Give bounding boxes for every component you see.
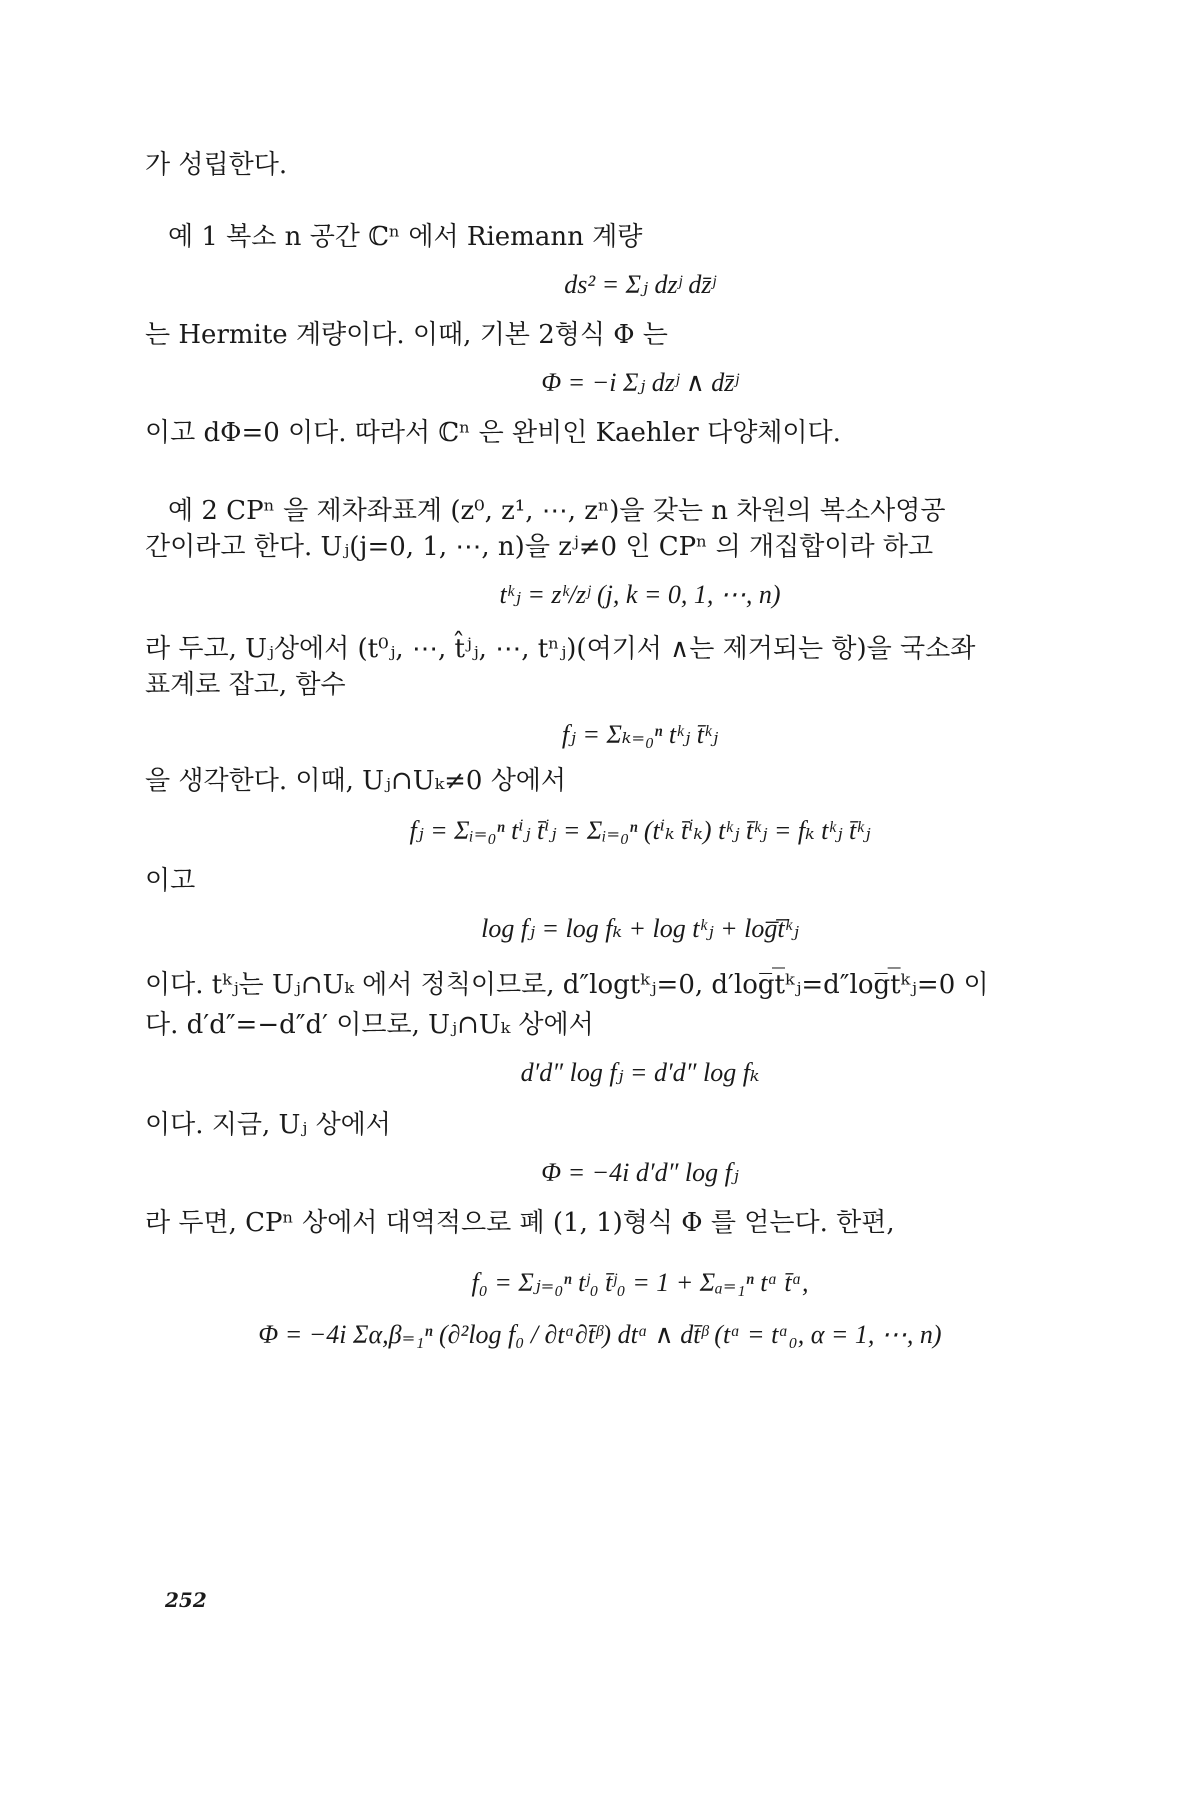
text-line: 이고 xyxy=(145,866,196,896)
equation-function-fj: fⱼ = Σₖ₌₀ⁿ tᵏⱼ t̄ᵏⱼ xyxy=(561,720,719,749)
equation-transition: fⱼ = Σᵢ₌₀ⁿ tⁱⱼ t̄ⁱⱼ = Σᵢ₌₀ⁿ (tⁱₖ t̄ⁱₖ) tᵏⱼ t̄ᵏⱼ = fₖ tᵏⱼ t̄ᵏⱼ xyxy=(409,816,871,845)
equation-phi-coordinates: Φ = −4i Σα,β₌₁ⁿ (∂²log f₀ / ∂tᵅ∂t̄ᵝ) dtᵅ ∧ dt̄ᵝ (tᵅ = tᵅ₀, α = 1, ⋯, n) xyxy=(258,1320,942,1349)
text-line: 는 Hermite 계량이다. 이때, 기본 2형식 Φ 는 xyxy=(145,320,668,350)
example-1-heading: 예 1 복소 n 공간 ℂⁿ 에서 Riemann 계량 xyxy=(168,222,643,252)
equation-f0: f₀ = Σⱼ₌₀ⁿ tʲ₀ t̄ʲ₀ = 1 + Σₐ₌₁ⁿ tᵅ t̄ᵅ, xyxy=(471,1268,809,1297)
text-line: 라 두면, CPⁿ 상에서 대역적으로 폐 (1, 1)형식 Φ 를 얻는다. 한편, xyxy=(145,1208,895,1238)
text-line: 라 두고, Uⱼ상에서 (t⁰ⱼ, ⋯, t̂ʲⱼ, ⋯, tⁿⱼ)(여기서 ∧는 제거되는 항)을 국소좌 xyxy=(145,634,976,664)
text-line: 표계로 잡고, 함수 xyxy=(145,670,346,700)
text-line: 이다. 지금, Uⱼ 상에서 xyxy=(145,1110,391,1140)
text-line: 이고 dΦ=0 이다. 따라서 ℂⁿ 은 완비인 Kaehler 다양체이다. xyxy=(145,418,841,448)
text-line: 이다. tᵏⱼ는 Uⱼ∩Uₖ 에서 정칙이므로, d″logtᵏⱼ=0, d′log̅t̅ᵏⱼ=d″log̅t̅ᵏⱼ=0 이 xyxy=(145,970,989,1000)
text-line: 간이라고 한다. Uⱼ(j=0, 1, ⋯, n)을 zʲ≠0 인 CPⁿ 의 개집합이라 하고 xyxy=(145,532,934,562)
text-line: 가 성립한다. xyxy=(145,150,288,180)
equation-ddbar: d′d″ log fⱼ = d′d″ log fₖ xyxy=(520,1058,760,1087)
equation-phi-local: Φ = −4i d′d″ log fⱼ xyxy=(541,1158,739,1187)
equation-log: log fⱼ = log fₖ + log tᵏⱼ + log̅t̅ᵏⱼ xyxy=(481,914,799,943)
text-line: 다. d′d″=−d″d′ 이므로, Uⱼ∩Uₖ 상에서 xyxy=(145,1010,594,1040)
equation-local-coordinates: tᵏⱼ = zᵏ/zʲ (j, k = 0, 1, ⋯, n) xyxy=(499,580,781,609)
page-number: 252 xyxy=(165,1588,207,1612)
equation-metric: ds² = Σⱼ dzʲ dz̄ʲ xyxy=(564,270,716,299)
equation-fundamental-form: Φ = −i Σⱼ dzʲ ∧ dz̄ʲ xyxy=(541,368,739,397)
text-line: 을 생각한다. 이때, Uⱼ∩Uₖ≠0 상에서 xyxy=(145,766,567,796)
example-2-heading: 예 2 CPⁿ 을 제차좌표계 (z⁰, z¹, ⋯, zⁿ)을 갖는 n 차원의 복소사영공 xyxy=(168,496,946,526)
